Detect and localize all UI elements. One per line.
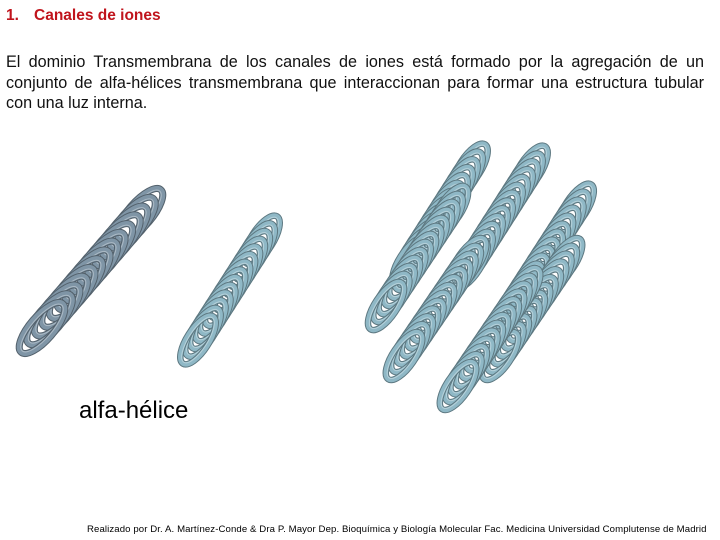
credits-footer: Realizado por Dr. A. Martínez-Conde & Dra P. Mayor Dep. Bioquímica y Biología Molecular Fac. Medicina Universidad Complutense de Madrid [87,524,707,535]
single-helix-cyan-icon [174,210,287,369]
cyan-helix-turns [174,210,287,369]
gray-helix-turns [12,182,170,360]
heading-number: 1. [6,7,19,24]
intro-paragraph: El dominio Transmembrana de los canales de iones está formado por la agregación de un conjunto de alfa-hélices transmembrana que interaccionan para formar una estructura tubular con una luz interna. [6,53,704,112]
single-helix-gray-icon [12,182,170,360]
helix-bundle-channel-icon [361,138,600,415]
heading-title: Canales de iones [34,7,161,24]
alpha-helix-caption: alfa-hélice [79,397,189,424]
